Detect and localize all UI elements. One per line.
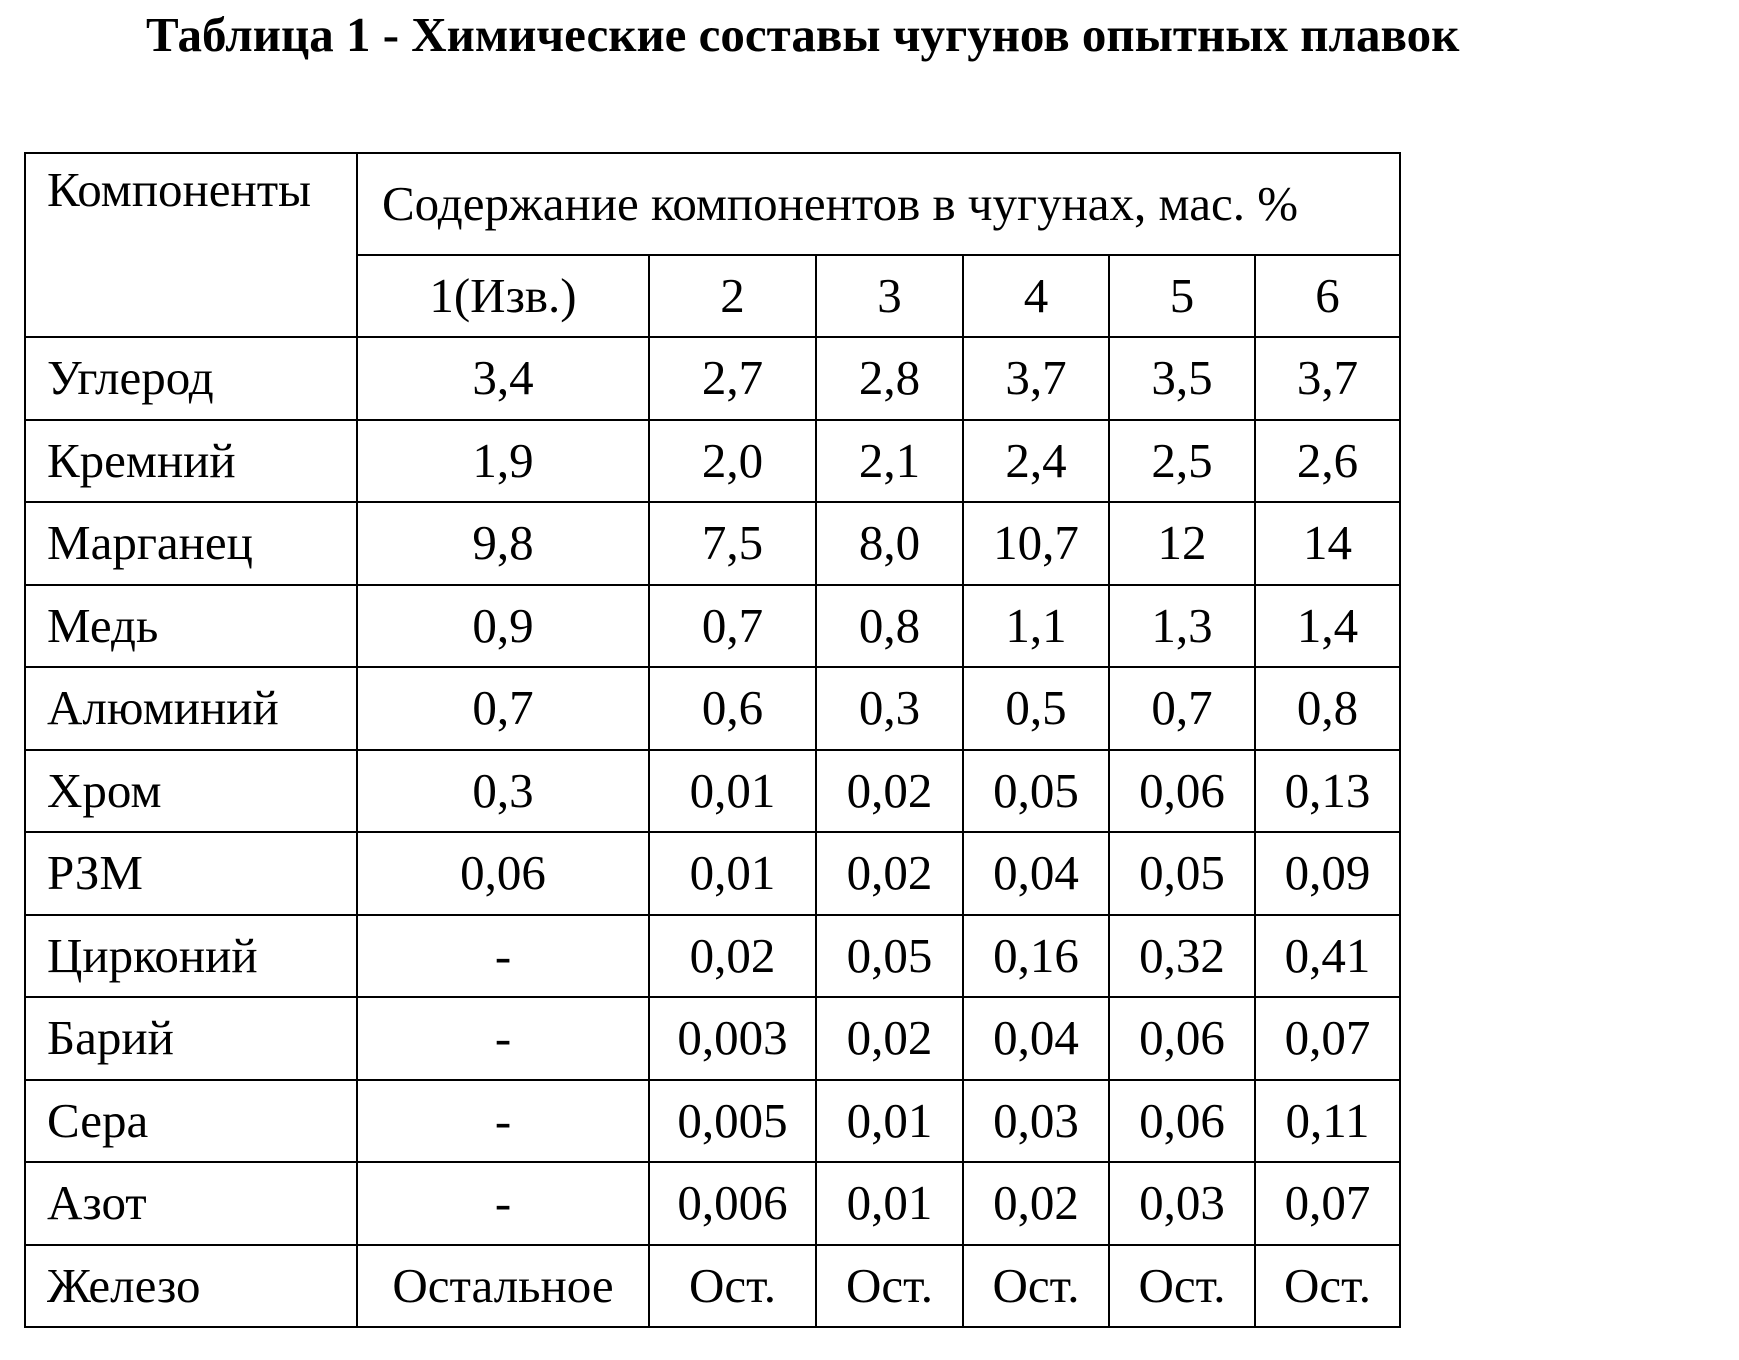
value-cell: 2,7 (649, 337, 816, 420)
value-cell: 3,5 (1109, 337, 1255, 420)
table-row (25, 1162, 1400, 1245)
value-cell: 0,005 (649, 1080, 816, 1163)
table-body (25, 337, 1400, 1327)
component-name: Барий (25, 997, 357, 1080)
components-header: Компоненты (25, 153, 357, 337)
value-cell: 0,8 (1255, 667, 1400, 750)
value-cell: 2,0 (649, 420, 816, 503)
value-cell: 1,9 (357, 420, 649, 503)
value-cell: 0,06 (1109, 997, 1255, 1080)
value-cell: 0,02 (963, 1162, 1109, 1245)
table-row (25, 667, 1400, 750)
value-cell: 0,16 (963, 915, 1109, 998)
value-cell: 3,7 (1255, 337, 1400, 420)
content-group-header: Содержание компонентов в чугунах, мас. % (357, 153, 1400, 255)
value-cell: 0,06 (1109, 1080, 1255, 1163)
value-cell: 0,9 (357, 585, 649, 668)
value-cell: 0,09 (1255, 832, 1400, 915)
value-cell: 3,4 (357, 337, 649, 420)
value-cell: 1,4 (1255, 585, 1400, 668)
value-cell: 2,8 (816, 337, 963, 420)
value-cell: 0,5 (963, 667, 1109, 750)
value-cell: 0,11 (1255, 1080, 1400, 1163)
melt-column-header: 6 (1255, 255, 1400, 337)
value-cell: 7,5 (649, 502, 816, 585)
value-cell: 0,02 (649, 915, 816, 998)
composition-table (24, 152, 1401, 1328)
value-cell: 0,03 (963, 1080, 1109, 1163)
value-cell: 2,6 (1255, 420, 1400, 503)
value-cell: 1,1 (963, 585, 1109, 668)
value-cell: 0,01 (816, 1162, 963, 1245)
value-cell: 0,05 (816, 915, 963, 998)
component-name: Сера (25, 1080, 357, 1163)
value-cell: 0,03 (1109, 1162, 1255, 1245)
value-cell: 3,7 (963, 337, 1109, 420)
value-cell: - (357, 1080, 649, 1163)
value-cell: 1,3 (1109, 585, 1255, 668)
melt-column-header: 4 (963, 255, 1109, 337)
melt-column-header: 3 (816, 255, 963, 337)
value-cell: 0,003 (649, 997, 816, 1080)
component-name: Азот (25, 1162, 357, 1245)
value-cell: - (357, 915, 649, 998)
value-cell: 9,8 (357, 502, 649, 585)
table-row (25, 585, 1400, 668)
value-cell: 12 (1109, 502, 1255, 585)
table-row (25, 832, 1400, 915)
melt-column-header: 5 (1109, 255, 1255, 337)
value-cell: - (357, 997, 649, 1080)
value-cell: Ост. (1255, 1245, 1400, 1328)
component-name: Железо (25, 1245, 357, 1328)
value-cell: 0,07 (1255, 997, 1400, 1080)
value-cell: 0,32 (1109, 915, 1255, 998)
value-cell: - (357, 1162, 649, 1245)
value-cell: 8,0 (816, 502, 963, 585)
header-row-group (25, 153, 1400, 255)
value-cell: Ост. (816, 1245, 963, 1328)
value-cell: 0,01 (816, 1080, 963, 1163)
value-cell: 0,41 (1255, 915, 1400, 998)
value-cell: 0,006 (649, 1162, 816, 1245)
table-row (25, 915, 1400, 998)
value-cell: Ост. (649, 1245, 816, 1328)
value-cell: Остальное (357, 1245, 649, 1328)
value-cell: 0,05 (1109, 832, 1255, 915)
component-name: Алюминий (25, 667, 357, 750)
value-cell: 0,8 (816, 585, 963, 668)
value-cell: 0,7 (1109, 667, 1255, 750)
value-cell: 0,02 (816, 750, 963, 833)
value-cell: 0,3 (816, 667, 963, 750)
component-name: Медь (25, 585, 357, 668)
table-row (25, 997, 1400, 1080)
value-cell: 0,04 (963, 832, 1109, 915)
value-cell: 14 (1255, 502, 1400, 585)
value-cell: 0,02 (816, 832, 963, 915)
value-cell: 0,3 (357, 750, 649, 833)
value-cell: 2,4 (963, 420, 1109, 503)
component-name: Цирконий (25, 915, 357, 998)
value-cell: 0,04 (963, 997, 1109, 1080)
component-name: Марганец (25, 502, 357, 585)
table-row (25, 1245, 1400, 1328)
value-cell: 10,7 (963, 502, 1109, 585)
melt-column-header: 2 (649, 255, 816, 337)
component-name: Хром (25, 750, 357, 833)
component-name: РЗМ (25, 832, 357, 915)
value-cell: 0,06 (1109, 750, 1255, 833)
table-row (25, 1080, 1400, 1163)
table-row (25, 337, 1400, 420)
value-cell: 0,7 (649, 585, 816, 668)
value-cell: Ост. (1109, 1245, 1255, 1328)
value-cell: 2,5 (1109, 420, 1255, 503)
melt-column-header: 1(Изв.) (357, 255, 649, 337)
value-cell: 0,01 (649, 750, 816, 833)
value-cell: 0,6 (649, 667, 816, 750)
component-name: Углерод (25, 337, 357, 420)
value-cell: Ост. (963, 1245, 1109, 1328)
component-name: Кремний (25, 420, 357, 503)
table-title: Таблица 1 - Химические составы чугунов опытных плавок (146, 7, 1460, 62)
value-cell: 0,01 (649, 832, 816, 915)
value-cell: 0,06 (357, 832, 649, 915)
value-cell: 0,7 (357, 667, 649, 750)
value-cell: 0,07 (1255, 1162, 1400, 1245)
value-cell: 0,05 (963, 750, 1109, 833)
table-row (25, 750, 1400, 833)
table-row (25, 420, 1400, 503)
value-cell: 0,02 (816, 997, 963, 1080)
value-cell: 0,13 (1255, 750, 1400, 833)
table-row (25, 502, 1400, 585)
value-cell: 2,1 (816, 420, 963, 503)
